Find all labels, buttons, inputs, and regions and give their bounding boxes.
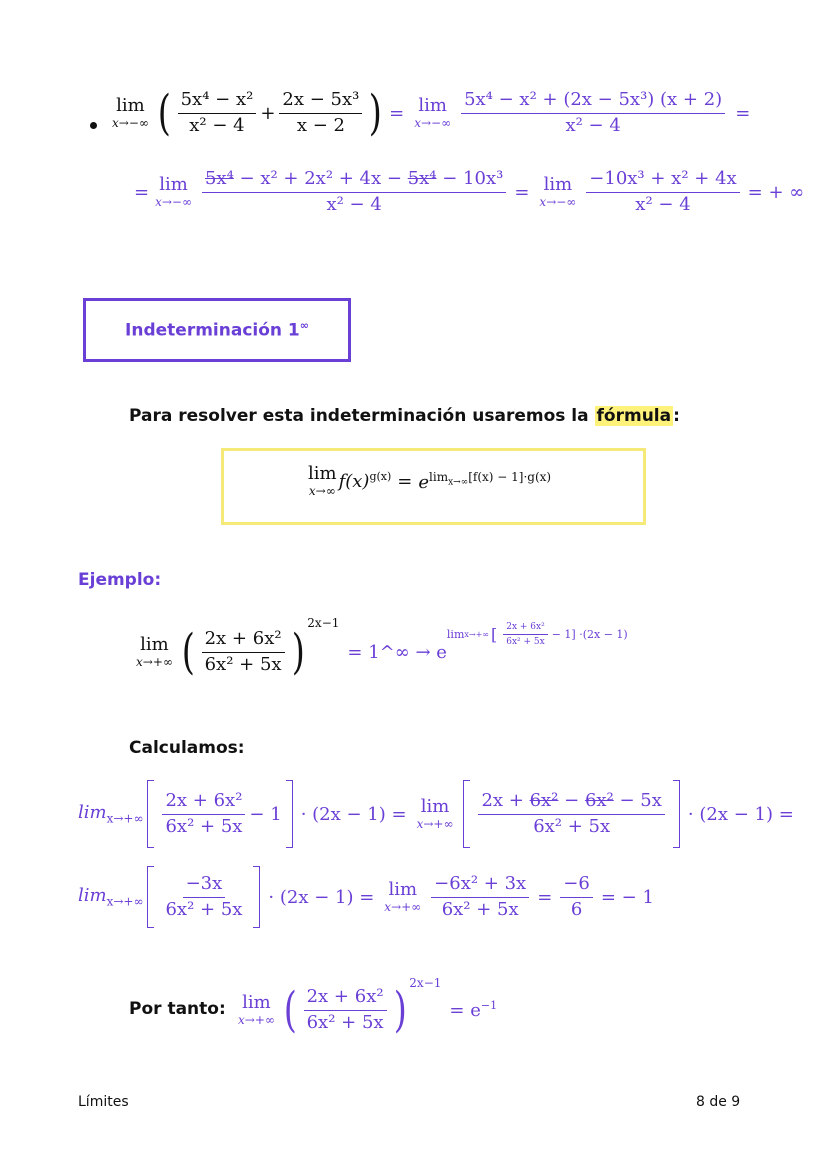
fraction: $\frac{\text{5x⁴ − x² + 2x² + 4x − 5x⁴ − 10x³}}{\text{x² − 4}}$ [202, 169, 506, 215]
fraction: $\frac{\text{2x + 6x² − 6x² − 5x}}{\text{6x² + 5x}}$ [478, 791, 664, 837]
fraction: $\frac{\text{2x + 6x²}}{\text{6x² + 5x}}$ [162, 791, 245, 837]
fraction: $\frac{\text{−6x² + 3x}}{\text{6x² + 5x}}$ [431, 874, 529, 920]
equation-line-1: lim x→−∞ ( $\frac{\text{5x⁴ − x²}}{\text{x² − 4}}$ + $\frac{\text{2x − 5x³}}{x - 2}$ ) = lim x→−∞ $\frac{\text{5x⁴ − x² + (2x − 5x³) (x + 2)}}{\text{x² − 4}}$ = [112, 85, 751, 141]
example-equation: lim x→+∞ ( $\frac{\text{2x + 6x²}}{\text{6x² + 5x}}$ ) $^{2x-1}$ = 1^∞ → e lim x→+∞ [ $\frac{\text{2x + 6x²}}{\text{6x² + 5x}}$ − 1] ·(2x − 1) [136, 616, 628, 680]
fraction: $\frac{\text{5x⁴ − x² + (2x − 5x³) (x + 2)}}{\text{x² − 4}}$ [461, 90, 725, 136]
limit-operator: lim x→+∞ [136, 634, 173, 669]
calc-line-2: $\lim_{x\to+\infty}$ $\frac{-3x}{\text{6x² + 5x}}$ · (2x − 1) = lim x→+∞ $\frac{\text{−6x² + 3x}}{\text{6x² + 5x}}$ = $\frac{-6}{6}$ = − 1 [78, 866, 654, 928]
limit-operator: lim x→+∞ [238, 992, 275, 1027]
fraction: $\frac{\text{2x − 5x³}}{x - 2}$ [279, 90, 362, 136]
section-title: Indeterminación 1∞ [125, 319, 309, 341]
footer-right: 8 de 9 [696, 1094, 741, 1110]
footer-left: Límites [78, 1094, 129, 1110]
bullet-icon [90, 122, 97, 129]
intro-text: Para resolver esta indeterminación usaremos la fórmula : [129, 406, 680, 426]
fraction: $\frac{\text{2x + 6x²}}{\text{6x² + 5x}}$ [202, 629, 285, 675]
limit-operator: lim x→−∞ [155, 174, 192, 209]
fraction: $\frac{\text{−10x³ + x² + 4x}}{\text{x² − 4}}$ [586, 169, 739, 215]
conclusion-label: Por tanto: [129, 999, 226, 1019]
fraction: $\frac{\text{2x + 6x²}}{\text{6x² + 5x}}$ [304, 987, 387, 1033]
formula: lim x→∞ $f(x)^{g(x)}$ = $e^{lim_{x\to\infty}[f(x) - 1]\cdot g(x)}$ [308, 463, 552, 498]
conclusion-equation: lim x→+∞ ( $\frac{\text{2x + 6x²}}{\text{6x² + 5x}}$ ) $^{2x-1}$ = $e^{-1}$ [238, 976, 498, 1038]
formula-box [221, 448, 646, 525]
section-title-box [83, 298, 351, 362]
limit-operator: lim x→+∞ [416, 796, 454, 831]
limit-operator: lim x→+∞ [384, 879, 422, 914]
example-label: Ejemplo: [78, 570, 162, 590]
limit-operator: lim x→−∞ [414, 95, 452, 130]
fraction: $\frac{-3x}{\text{6x² + 5x}}$ [165, 872, 243, 920]
equation-line-2: = lim x→−∞ $\frac{\text{5x⁴ − x² + 2x² + 4x − 5x⁴ − 10x³}}{\text{x² − 4}}$ = lim x→−∞ $\frac{\text{−10x³ + x² + 4x}}{\text{x² − 4}}$ = + ∞ [134, 167, 805, 215]
limit-operator: lim x→−∞ [112, 95, 149, 130]
fraction: $\frac{-6}{6}$ [560, 874, 593, 920]
calc-line-1: $\lim_{x\to+\infty}$ $\frac{\text{2x + 6x²}}{\text{6x² + 5x}}$ − 1 · (2x − 1) = lim x→+∞ $\frac{\text{2x + 6x² − 6x² − 5x}}{\text{6x² + 5x}}$ · (2x − 1) = [78, 780, 794, 848]
highlight: fórmula [596, 406, 672, 426]
fraction: $\frac{\text{5x⁴ − x²}}{\text{x² − 4}}$ [178, 90, 257, 136]
limit-operator: lim x→−∞ [539, 174, 577, 209]
calc-label: Calculamos: [129, 738, 245, 758]
